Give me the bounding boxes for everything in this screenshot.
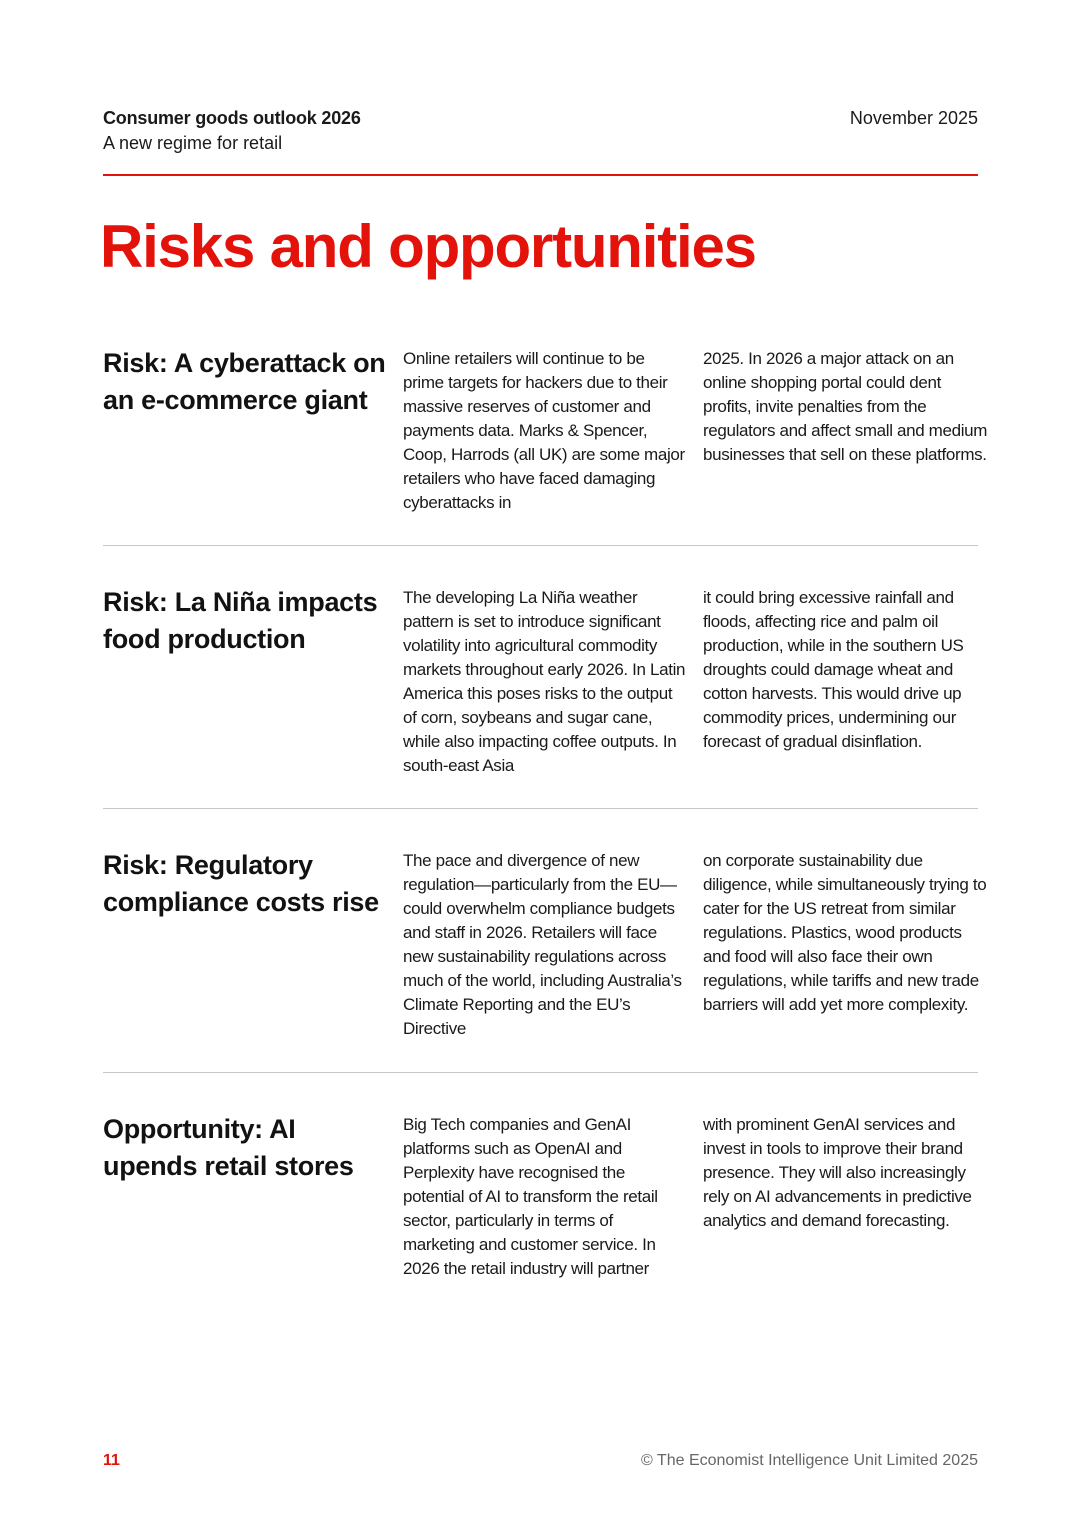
section-body-col-2: it could bring excessive rainfall and floods, affecting rice and palm oil production, while in the southern US droughts could damage wheat and cotton harvests. This would drive up commodity prices, undermining our forecast of gradual disinflation.	[703, 588, 964, 751]
section-heading: Risk: A cyberattack on an e-commerce giant	[103, 348, 386, 415]
section-heading: Risk: La Niña impacts food production	[103, 587, 378, 654]
section-divider	[103, 1072, 978, 1073]
section-heading: Opportunity: AI upends retail stores	[103, 1114, 354, 1181]
section-heading: Risk: Regulatory compliance costs rise	[103, 850, 379, 917]
section-divider	[103, 545, 978, 546]
copyright-notice: © The Economist Intelligence Unit Limited 2025	[640, 1452, 978, 1469]
report-subtitle: A new regime for retail	[103, 133, 283, 153]
section-body-col-1: The developing La Niña weather pattern is set to introduce significant volatility into agricultural commodity markets throughout early 2026. In Latin America this poses risks to the output of corn, soybeans and sugar cane, while also impacting coffee outputs. In south-east Asia	[403, 588, 686, 775]
report-date: November 2025	[849, 108, 978, 128]
section-divider	[103, 808, 978, 809]
section-body-col-1: Big Tech companies and GenAI platforms such as OpenAI and Perplexity have recognised the potential of AI to transform the retail sector, particularly in terms of marketing and customer service. In 2026 the retail industry will partner	[403, 1115, 658, 1278]
section-body-col-1: The pace and divergence of new regulation—particularly from the EU—could overwhelm compliance budgets and staff in 2026. Retailers will face new sustainability regulations across much of the world, including Australia’s Climate Reporting and the EU’s Directive	[403, 851, 682, 1038]
page-title: Risks and opportunities	[100, 213, 756, 280]
report-title: Consumer goods outlook 2026	[103, 108, 361, 128]
section-body-col-2: 2025. In 2026 a major attack on an online shopping portal could dent profits, invite penalties from the regulators and affect small and medium businesses that sell on these platforms.	[703, 349, 988, 464]
section-body-col-2: with prominent GenAI services and invest in tools to improve their brand presence. They will also increasingly rely on AI advancements in predictive analytics and demand forecasting.	[703, 1115, 972, 1230]
section-body-col-1: Online retailers will continue to be prime targets for hackers due to their massive reserves of customer and payments data. Marks & Spencer, Coop, Harrods (all UK) are some major retailers who have faced damaging cyberattacks in	[403, 349, 685, 512]
page-header	[103, 108, 978, 176]
page-number: 11	[103, 1452, 120, 1469]
section-body-col-2: on corporate sustainability due diligence, while simultaneously trying to cater for the US retreat from similar regulations. Plastics, wood products and food will also face their own regulations, while tariffs and new trade barriers will add yet more complexity.	[703, 851, 987, 1014]
